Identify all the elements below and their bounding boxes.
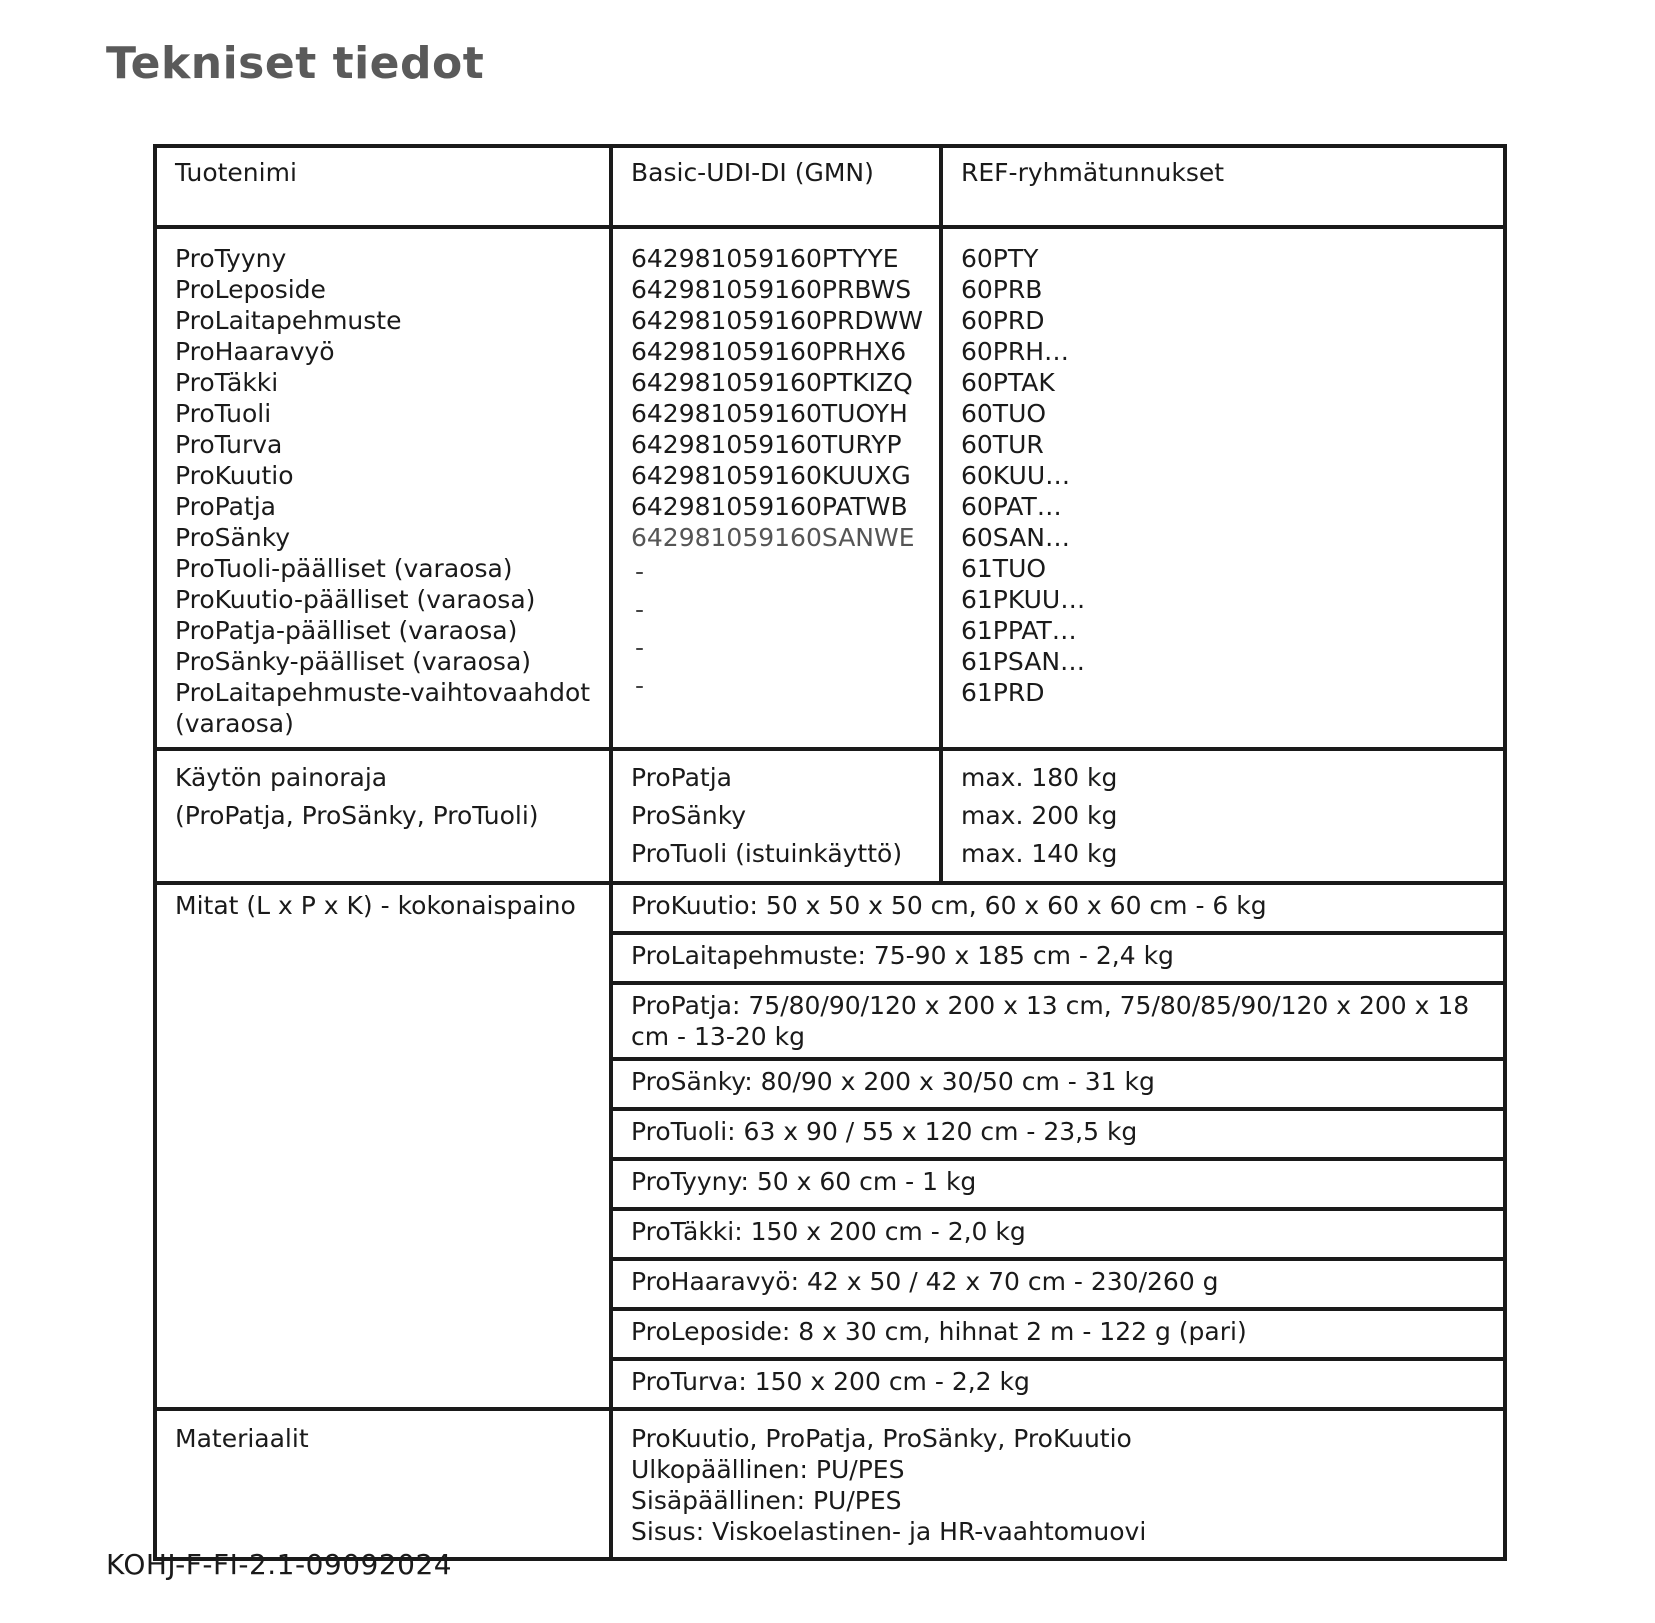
materials-line: Ulkopäällinen: PU/PES [631, 1455, 905, 1484]
weight-limit-products [611, 749, 941, 883]
weight-limit-label-cell [155, 749, 611, 883]
udi-code: 642981059160PRHX6 [631, 337, 907, 366]
dimension-entry [611, 1259, 1505, 1309]
product-name: ProTuoli [175, 399, 272, 428]
dimension-value: 80/90 x 200 x 30/50 cm - 31 kg [752, 1067, 1155, 1096]
weight-limit-value: max. 140 kg [961, 839, 1118, 868]
ref-code: 60TUO [961, 399, 1047, 428]
ref-code: 61TUO [961, 554, 1047, 583]
weight-limit-product: ProTuoli (istuinkäyttö) [631, 839, 903, 868]
dimension-product: ProTäkki: [631, 1217, 743, 1246]
dimension-product: ProLaitapehmuste: [631, 941, 866, 970]
product-name: ProLaitapehmuste-vaihtovaahdot [175, 678, 591, 707]
product-name: ProKuutio-päälliset (varaosa) [175, 585, 536, 614]
dimension-product: ProLeposide: [631, 1317, 791, 1346]
ref-code: 60SAN… [961, 523, 1070, 552]
weight-limit-values [941, 749, 1505, 883]
product-name: ProKuutio [175, 461, 294, 490]
ref-code: 60PRD [961, 306, 1045, 335]
product-name: ProLeposide [175, 275, 326, 304]
dimension-entry [611, 1109, 1505, 1159]
dimension-value: 63 x 90 / 55 x 120 cm - 23,5 kg [735, 1117, 1138, 1146]
materials-heading: ProKuutio, ProPatja, ProSänky, ProKuutio [631, 1424, 1132, 1453]
udi-dash: - [635, 671, 645, 700]
product-name-list [155, 227, 611, 749]
dimensions-label: Mitat (L x P x K) - kokonaispaino [175, 891, 576, 920]
udi-dash: - [635, 557, 645, 586]
dimension-value: 50 x 60 cm - 1 kg [748, 1167, 977, 1196]
materials-label-cell [155, 1409, 611, 1559]
product-name: ProPatja [175, 492, 277, 521]
technical-specs-table [153, 144, 1507, 1561]
udi-code: 642981059160PATWB [631, 492, 908, 521]
product-name: ProTäkki [175, 368, 279, 397]
weight-limit-value: max. 180 kg [961, 763, 1118, 792]
udi-code: 642981059160KUUXG [631, 461, 911, 490]
table-header-row [155, 146, 1505, 227]
product-name: ProSänky [175, 523, 291, 552]
dimension-product: ProTyyny: [631, 1167, 749, 1196]
dimensions-label-cell [155, 883, 611, 1409]
udi-code: 642981059160PTYYE [631, 244, 899, 273]
dimension-product: ProTuoli: [631, 1117, 736, 1146]
ref-code: 61PPAT… [961, 616, 1077, 645]
header-ref: REF-ryhmätunnukset [941, 146, 1505, 227]
dimension-value: 75-90 x 185 cm - 2,4 kg [865, 941, 1174, 970]
dimension-value: 150 x 200 cm - 2,0 kg [742, 1217, 1026, 1246]
materials-details [611, 1409, 1505, 1559]
document-code-footer: KOHJ-F-FI-2.1-09092024 [106, 1548, 453, 1581]
weight-limit-label: Käytön painoraja [175, 763, 388, 792]
product-name-continuation: (varaosa) [175, 709, 294, 738]
ref-code: 61PRD [961, 678, 1045, 707]
dimension-entry [611, 1309, 1505, 1359]
ref-code: 60PTAK [961, 368, 1055, 397]
product-name: ProHaaravyö [175, 337, 335, 366]
udi-code: 642981059160PRBWS [631, 275, 912, 304]
weight-limit-sublabel: (ProPatja, ProSänky, ProTuoli) [175, 801, 539, 830]
dimension-product: ProHaaravyö: [631, 1267, 800, 1296]
dimension-entry [611, 1209, 1505, 1259]
udi-code: 642981059160TUOYH [631, 399, 908, 428]
weight-limit-product: ProSänky [631, 801, 747, 830]
product-name: ProPatja-päälliset (varaosa) [175, 616, 518, 645]
weight-limit-product: ProPatja [631, 763, 733, 792]
dimension-value: 42 x 50 / 42 x 70 cm - 230/260 g [799, 1267, 1219, 1296]
header-udi: Basic-UDI-DI (GMN) [611, 146, 941, 227]
dimension-value: 8 x 30 cm, hihnat 2 m - 122 g (pari) [790, 1317, 1247, 1346]
dimension-entry [611, 1159, 1505, 1209]
product-name: ProTuoli-päälliset (varaosa) [175, 554, 513, 583]
udi-dash: - [635, 633, 645, 662]
dimension-entry [611, 883, 1505, 933]
udi-code: 642981059160PTKIZQ [631, 368, 913, 397]
product-name: ProTyyny [175, 244, 287, 273]
weight-limit-row [155, 749, 1505, 883]
ref-list [941, 227, 1505, 749]
udi-code: 642981059160TURYP [631, 430, 902, 459]
ref-code: 60TUR [961, 430, 1044, 459]
ref-code: 61PSAN… [961, 647, 1086, 676]
dimension-value: 75/80/90/120 x 200 x 13 cm, 75/80/85/90/120 x 200 x 18 cm - 13-20 kg [631, 991, 1470, 1051]
dimension-entry [611, 933, 1505, 983]
header-product-name: Tuotenimi [155, 146, 611, 227]
ref-code: 60PAT… [961, 492, 1062, 521]
dimension-product: ProTurva: [631, 1367, 747, 1396]
dimension-value: 50 x 50 x 50 cm, 60 x 60 x 60 cm - 6 kg [757, 891, 1267, 920]
weight-limit-value: max. 200 kg [961, 801, 1118, 830]
ref-code: 60KUU… [961, 461, 1071, 490]
ref-code: 60PTY [961, 244, 1039, 273]
products-row [155, 227, 1505, 749]
ref-code: 61PKUU… [961, 585, 1086, 614]
dimension-product: ProPatja: [631, 991, 741, 1020]
udi-code: 642981059160PRDWW [631, 306, 924, 335]
dimension-entry [611, 1359, 1505, 1409]
dimension-row [155, 883, 1505, 933]
materials-label: Materiaalit [175, 1424, 309, 1453]
dimension-product: ProKuutio: [631, 891, 758, 920]
ref-code: 60PRB [961, 275, 1043, 304]
dimension-product: ProSänky: [631, 1067, 753, 1096]
page-title: Tekniset tiedot [106, 38, 485, 89]
materials-line: Sisäpäällinen: PU/PES [631, 1486, 902, 1515]
udi-list [611, 227, 941, 749]
ref-code: 60PRH… [961, 337, 1070, 366]
product-name: ProTurva [175, 430, 283, 459]
materials-line: Sisus: Viskoelastinen- ja HR-vaahtomuovi [631, 1517, 1147, 1546]
dimension-entry [611, 1059, 1505, 1109]
dimension-entry [611, 983, 1505, 1059]
materials-row [155, 1409, 1505, 1559]
product-name: ProLaitapehmuste [175, 306, 402, 335]
udi-code: 642981059160SANWE [631, 523, 915, 552]
dimension-value: 150 x 200 cm - 2,2 kg [746, 1367, 1030, 1396]
product-name: ProSänky-päälliset (varaosa) [175, 647, 532, 676]
udi-dash: - [635, 595, 645, 624]
